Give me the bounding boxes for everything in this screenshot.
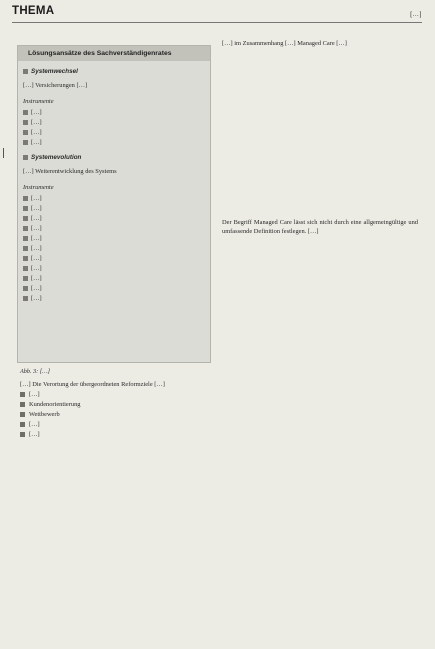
list-item: […] xyxy=(20,390,212,399)
body-paragraph: Der Begriff Managed Care lässt sich nicht durch eine allgemeingültige und umfassende Definition festlegen. […] xyxy=(222,219,418,235)
body-text: […] Die Verortung der übergeordneten Reformziele […] xyxy=(20,381,165,388)
square-bullet-icon xyxy=(23,256,28,261)
figure-caption: Abb. 3: […] xyxy=(20,368,51,375)
box-title: Lösungsansätze des Sachverständigenrates xyxy=(18,46,210,61)
list-item: […] xyxy=(23,274,205,283)
body-paragraph: […] im Zusammenhang […] Managed Care […] xyxy=(222,40,347,47)
square-bullet-icon xyxy=(23,286,28,291)
instrument-list xyxy=(23,194,205,303)
goal-list xyxy=(20,390,212,439)
list-item: […] xyxy=(23,128,205,137)
square-bullet-icon xyxy=(23,110,28,115)
list-item: […] xyxy=(23,264,205,273)
list-item: […] xyxy=(23,214,205,223)
right-column-top xyxy=(222,39,418,48)
margin-mark xyxy=(3,148,8,158)
square-bullet-icon xyxy=(23,226,28,231)
list-item: […] xyxy=(23,138,205,147)
square-bullet-icon xyxy=(23,69,28,74)
section-title: THEMA xyxy=(12,5,55,17)
square-bullet-icon xyxy=(23,236,28,241)
list-item: […] xyxy=(23,244,205,253)
sidebar-box xyxy=(17,45,211,363)
instruments-label: Instrumente xyxy=(23,184,54,191)
section-heading-systemevolution xyxy=(23,153,205,162)
list-item: […] xyxy=(20,430,212,439)
list-item: […] xyxy=(23,234,205,243)
list-item: Kundenorientierung xyxy=(20,400,212,409)
square-bullet-icon xyxy=(20,412,25,417)
square-bullet-icon xyxy=(23,216,28,221)
list-item: Wettbewerb xyxy=(20,410,212,419)
list-item: […] xyxy=(23,284,205,293)
section-heading-text: Systemwechsel xyxy=(31,68,78,75)
section-text: […] Versicherungen […] xyxy=(23,82,88,89)
square-bullet-icon xyxy=(23,155,28,160)
section-heading-text: Systemevolution xyxy=(31,154,82,161)
magazine-info: […] xyxy=(410,11,422,18)
list-item: […] xyxy=(20,420,212,429)
square-bullet-icon xyxy=(23,246,28,251)
instrument-list xyxy=(23,108,205,147)
square-bullet-icon xyxy=(23,196,28,201)
instruments-label: Instrumente xyxy=(23,98,54,105)
square-bullet-icon xyxy=(23,130,28,135)
square-bullet-icon xyxy=(23,266,28,271)
list-item: […] xyxy=(23,294,205,303)
square-bullet-icon xyxy=(23,120,28,125)
list-item: […] xyxy=(23,204,205,213)
square-bullet-icon xyxy=(23,296,28,301)
square-bullet-icon xyxy=(23,206,28,211)
square-bullet-icon xyxy=(20,432,25,437)
list-item: […] xyxy=(23,194,205,203)
header-divider xyxy=(12,22,422,23)
square-bullet-icon xyxy=(20,422,25,427)
left-body-column xyxy=(20,380,212,440)
square-bullet-icon xyxy=(23,276,28,281)
page-header xyxy=(12,7,422,21)
list-item: […] xyxy=(23,108,205,117)
square-bullet-icon xyxy=(23,140,28,145)
section-text: […] Weiterentwicklung des Systems xyxy=(23,168,117,175)
list-item: […] xyxy=(23,118,205,127)
square-bullet-icon xyxy=(20,392,25,397)
section-heading-systemwechsel xyxy=(23,67,205,76)
right-column-bottom xyxy=(222,218,418,236)
list-item: […] xyxy=(23,254,205,263)
square-bullet-icon xyxy=(20,402,25,407)
list-item: […] xyxy=(23,224,205,233)
